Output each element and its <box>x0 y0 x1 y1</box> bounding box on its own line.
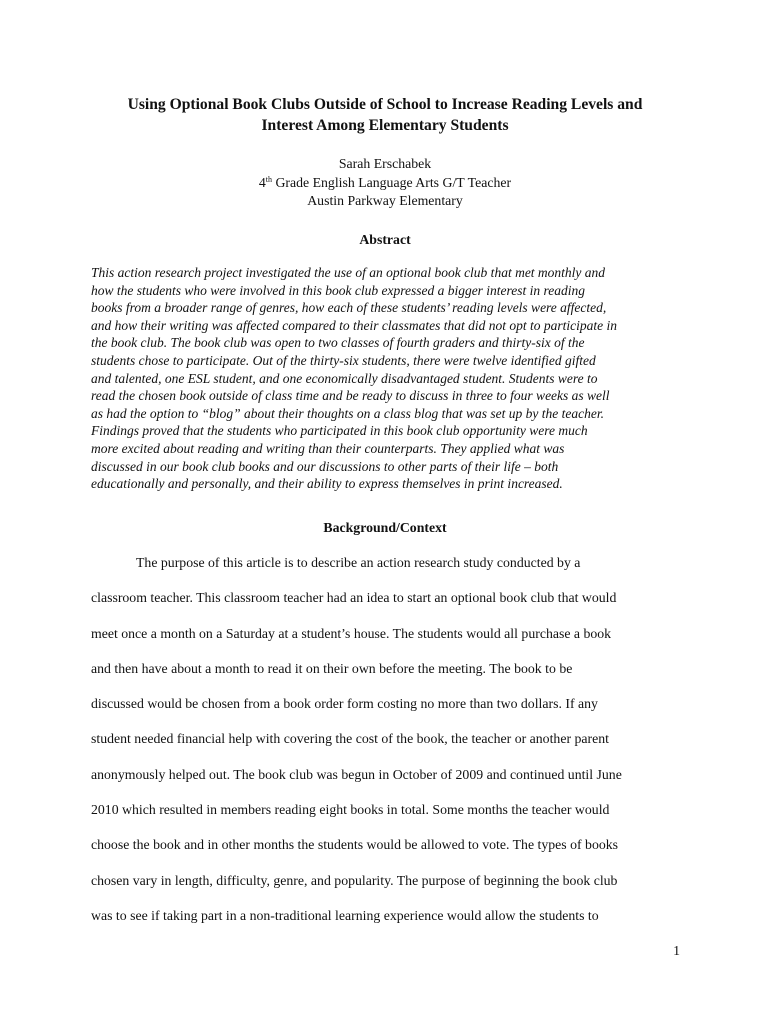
author-role-title: Grade English Language Arts G/T Teacher <box>272 174 512 190</box>
paragraph-line: The purpose of this article is to describe an action research study conducted by a <box>136 555 581 570</box>
paragraph-line: choose the book and in other months the students would be allowed to vote. The types of books <box>91 837 619 853</box>
abstract-line: Findings proved that the students who participated in this book club opportunity were much <box>91 423 588 439</box>
author-role-ordinal: th <box>265 174 272 184</box>
title-line-2: Interest Among Elementary Students <box>261 117 509 134</box>
abstract-body <box>91 264 691 493</box>
abstract-line: the book club. The book club was open to two classes of fourth graders and thirty-six of the <box>91 335 585 351</box>
abstract-line: books from a broader range of genres, how each of these students’ reading levels were affected, <box>91 300 607 316</box>
abstract-line: more excited about reading and writing than their counterparts. They applied what was <box>91 440 565 456</box>
abstract-line: and how their writing was affected compared to their classmates that did not opt to participate in <box>91 317 617 333</box>
paragraph-line: classroom teacher. This classroom teacher had an idea to start an optional book club that would <box>91 590 617 606</box>
abstract-line: students chose to participate. Out of the thirty-six students, there were twelve identified gifted <box>91 352 596 368</box>
abstract-line: read the chosen book outside of class time and be ready to discuss in three to four weeks as well <box>91 388 610 404</box>
paragraph-line: discussed would be chosen from a book order form costing no more than two dollars. If any <box>91 696 598 712</box>
abstract-line: how the students who were involved in this book club expressed a bigger interest in reading <box>91 282 586 298</box>
paragraph-line: and then have about a month to read it on their own before the meeting. The book to be <box>91 660 573 676</box>
paper-title <box>60 94 710 136</box>
background-body <box>91 553 691 941</box>
paragraph-line: meet once a month on a Saturday at a student’s house. The students would all purchase a book <box>91 625 612 641</box>
author-block <box>60 155 710 211</box>
author-role-grade: 4 <box>258 174 266 190</box>
paragraph-line: anonymously helped out. The book club was begun in October of 2009 and continued until June <box>91 766 622 782</box>
abstract-line: and talented, one ESL student, and one economically disadvantaged student. Students were to <box>91 370 598 386</box>
abstract-line: This action research project investigated the use of an optional book club that met monthly and <box>91 265 606 280</box>
paragraph-line: was to see if taking part in a non-traditional learning experience would allow the students to <box>91 907 599 923</box>
abstract-heading: Abstract <box>359 232 411 247</box>
author-school: Austin Parkway Elementary <box>307 193 463 208</box>
paragraph-line: 2010 which resulted in members reading eight books in total. Some months the teacher would <box>91 802 610 818</box>
paragraph-line: chosen vary in length, difficulty, genre, and popularity. The purpose of beginning the book club <box>91 872 618 888</box>
author-name: Sarah Erschabek <box>338 156 432 171</box>
background-heading: Background/Context <box>323 520 447 535</box>
title-line-1: Using Optional Book Clubs Outside of School to Increase Reading Levels and <box>127 96 643 113</box>
page-number: 1 <box>673 943 680 958</box>
author-role <box>60 174 710 193</box>
abstract-line: educationally and personally, and their ability to express themselves in print increased. <box>91 476 563 492</box>
abstract-line: as had the option to “blog” about their thoughts on a class blog that was set up by the teacher. <box>91 405 604 421</box>
paragraph-line: student needed financial help with covering the cost of the book, the teacher or another parent <box>91 731 609 747</box>
abstract-line: discussed in our book club books and our discussions to other parts of their life – both <box>91 458 559 474</box>
